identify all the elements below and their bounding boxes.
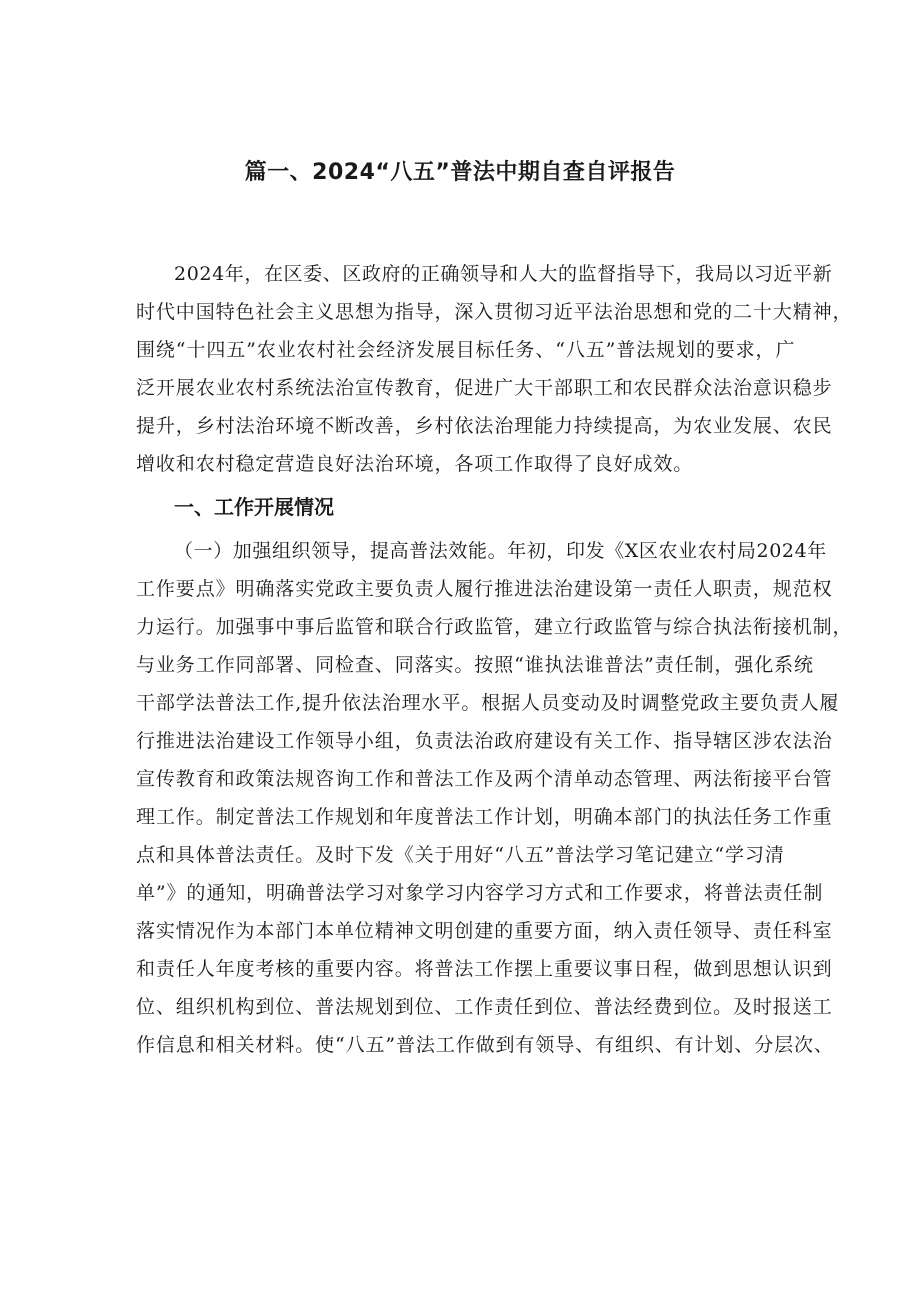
paragraph2-line: 落实情况作为本部门本单位精神文明创建的重要方面，纳入责任领导、责任科室 <box>136 920 833 942</box>
paragraph2-line: 宣传教育和政策法规咨询工作和普法工作及两个清单动态管理、两法衔接平台管 <box>136 768 833 790</box>
paragraph2-line: 力运行。加强事中事后监管和联合行政监管，建立行政监管与综合执法衔接机制， <box>136 616 853 638</box>
paragraph2-line: 干部学法普法工作,提升依法治理水平。根据人员变动及时调整党政主要负责人履 <box>136 692 840 714</box>
paragraph2-line: 作信息和相关材料。使“八五”普法工作做到有领导、有组织、有计划、分层次、 <box>136 1034 834 1056</box>
paragraph2-line: 位、组织机构到位、普法规划到位、工作责任到位、普法经费到位。及时报送工 <box>136 996 833 1018</box>
section-heading: 一、工作开展情况 <box>174 495 334 519</box>
paragraph1-line: 围绕“十四五”农业农村社会经济发展目标任务、“八五”普法规划的要求，广 <box>136 339 796 361</box>
paragraph1-line: 提升，乡村法治环境不断改善，乡村依法治理能力持续提高，为农业发展、农民 <box>136 415 833 437</box>
paragraph2-line: 点和具体普法责任。及时下发《关于用好“八五”普法学习笔记建立“学习清 <box>136 844 785 866</box>
paragraph2-line: 理工作。制定普法工作规划和年度普法工作计划，明确本部门的执法任务工作重 <box>136 806 833 828</box>
paragraph1-line: 2024年，在区委、区政府的正确领导和人大的监督指导下，我局以习近平新 <box>174 263 833 285</box>
paragraph1-line: 时代中国特色社会主义思想为指导，深入贯彻习近平法治思想和党的二十大精神， <box>136 301 853 323</box>
paragraph1-line: 增收和农村稳定营造良好法治环境，各项工作取得了良好成效。 <box>136 453 694 475</box>
paragraph2-line: 工作要点》明确落实党政主要负责人履行推进法治建设第一责任人职责，规范权 <box>136 578 833 600</box>
paragraph2-line: 行推进法治建设工作领导小组，负责法治政府建设有关工作、指导辖区涉农法治 <box>136 730 833 752</box>
paragraph2-line: 与业务工作同部署、同检查、同落实。按照“谁执法谁普法”责任制，强化系统 <box>136 654 814 676</box>
paragraph2-line: （一）加强组织领导，提高普法效能。年初，印发《X区农业农村局2024年 <box>174 540 827 562</box>
paragraph2-line: 单”》的通知，明确普法学习对象学习内容学习方式和工作要求，将普法责任制 <box>136 882 824 904</box>
paragraph2-line: 和责任人年度考核的重要内容。将普法工作摆上重要议事日程，做到思想认识到 <box>136 958 833 980</box>
paragraph1-line: 泛开展农业农村系统法治宣传教育，促进广大干部职工和农民群众法治意识稳步 <box>136 377 833 399</box>
document-title: 篇一、2024“八五”普法中期自查自评报告 <box>244 160 676 185</box>
